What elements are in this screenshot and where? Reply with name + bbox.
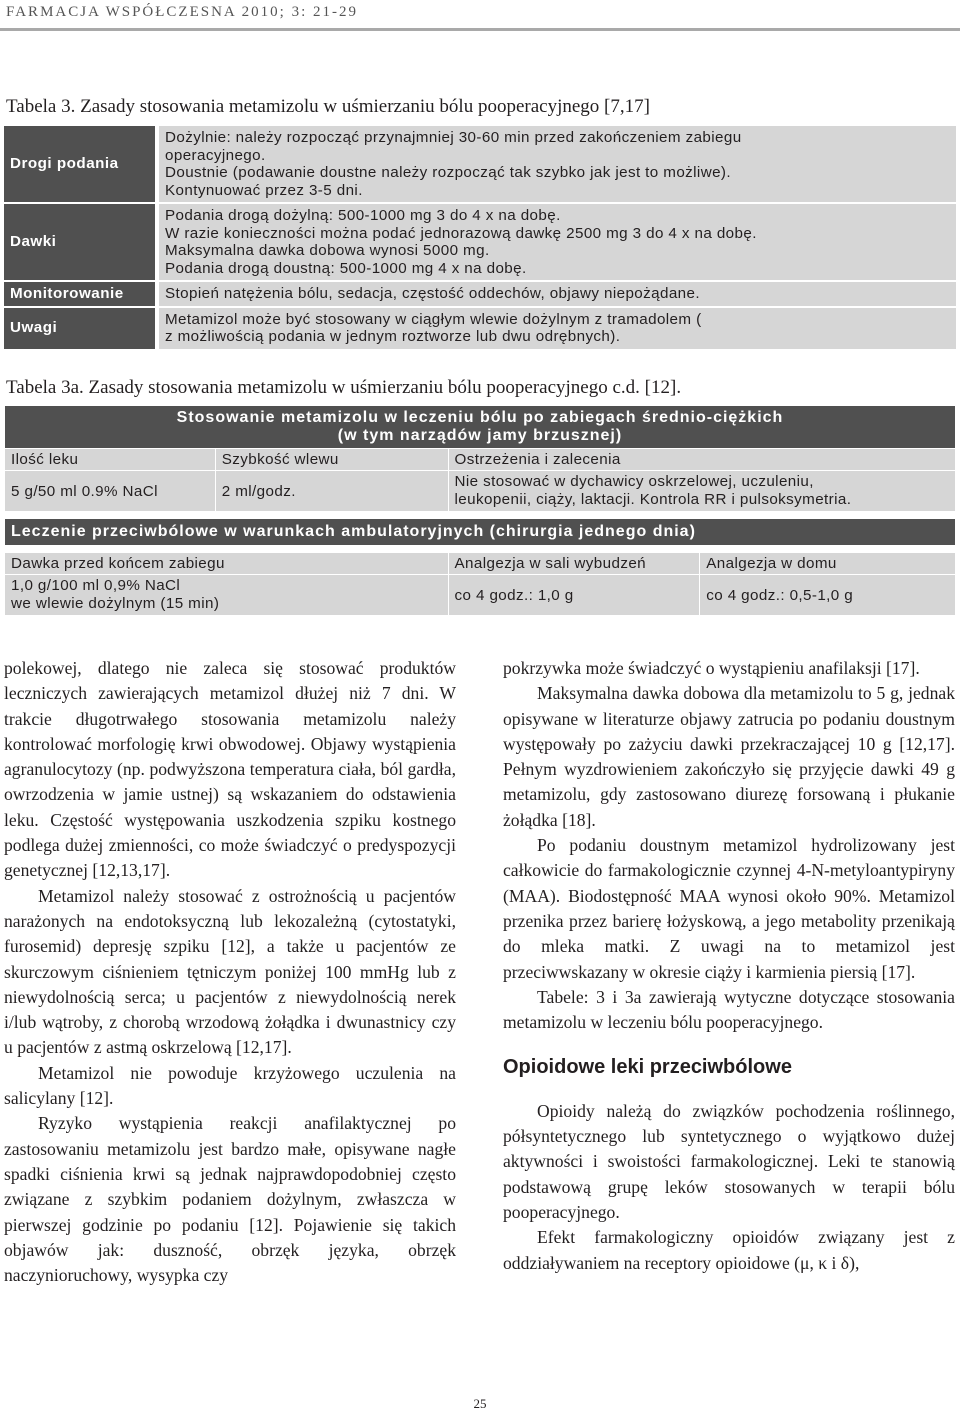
column-header: Ilość leku (5, 449, 216, 471)
table3a-caption: Tabela 3a. Zasady stosowania metamizolu w uśmierzaniu bólu pooperacyjnego c.d. [12]. (6, 377, 682, 398)
table-cell (448, 471, 955, 512)
running-header: FARMACJA WSPÓŁCZESNA 2010; 3: 21-29 (6, 4, 358, 20)
row-label: Uwagi (4, 307, 157, 350)
paragraph: Tabele: 3 i 3a zawierają wytyczne dotyczące stosowania metamizolu w leczeniu bólu pooperacyjnego. (503, 986, 955, 1033)
text-line: Nie stosować w dychawicy oskrzelowej, uczuleniu, (454, 473, 814, 490)
row-content (157, 126, 956, 203)
text-line: we wlewie dożylnym (15 min) (11, 595, 220, 612)
table-cell: co 4 godz.: 0,5-1,0 g (700, 575, 956, 616)
header-rule (0, 28, 960, 31)
title-line: Stosowanie metamizolu w leczeniu bólu po zabiegach średnio-ciężkich (176, 409, 784, 426)
text-line: 1,0 g/100 ml 0,9% NaCl (11, 577, 181, 594)
paragraph: Metamizol nie powoduje krzyżowego uczulenia na salicylany [12]. (4, 1062, 456, 1109)
table-cell: 5 g/50 ml 0.9% NaCl (5, 471, 216, 512)
page-number: 25 (473, 1396, 487, 1411)
row-content (157, 281, 956, 307)
table-cell: co 4 godz.: 1,0 g (448, 575, 700, 616)
text-line: W razie konieczności można podać jednorazową dawkę 2500 mg 3 do 4 x na dobę. (165, 224, 757, 242)
title-line: (w tym narządów jamy brzusznej) (337, 427, 623, 444)
text-line: Metamizol może być stosowany w ciągłym wlewie dożylnym z tramadolem ( (165, 310, 702, 328)
column-header: Szybkość wlewu (215, 449, 448, 471)
text-line: Doustnie (podawanie doustne należy rozpocząć tak szybko jak jest to możliwe). (165, 164, 732, 181)
text-line: Dożylnie: należy rozpocząć przynajmniej 30-60 min przed zakończeniem zabiegu (165, 129, 742, 146)
table-row (5, 553, 956, 575)
table3-caption: Tabela 3. Zasady stosowania metamizolu w uśmierzaniu bólu pooperacyjnego [7,17] (6, 96, 650, 117)
table-row (4, 307, 956, 350)
paragraph: Efekt farmakologiczny opioidów związany jest z oddziaływaniem na receptory opioidowe (μ, κ i δ), (503, 1227, 955, 1273)
section2-title: Leczenie przeciwbólowe w warunkach ambulatoryjnych (chirurgia jednego dnia) (5, 519, 956, 546)
column-header: Dawka przed końcem zabiegu (5, 553, 449, 575)
paragraph: Maksymalna dawka dobowa dla metamizolu to 5 g, jednak opisywane w literaturze objawy zatrucia po podaniu doustnym występowały po zażyciu dawki przekraczającej 10 g [12,17]. Pełnym wyzdrowieniem zakończyło się przyjęcie dawki 49 g metamizolu, gdy zastosowano diurezę forsowaną i płukanie żołądka [18]. (503, 683, 955, 830)
text-line: Podania drogą doustną: 500-1000 mg 4 x na dobę. (165, 259, 527, 277)
table-row (4, 203, 956, 281)
text-line: leukopenii, ciąży, laktacji. Kontrola RR i pulsoksymetria. (454, 491, 852, 508)
table3 (4, 126, 956, 351)
paragraph: polekowej, dlatego nie zaleca się stosować produktów leczniczych zawierających metamizol dłużej niż 7 dni. W trakcie długotrwałego stosowania metamizolu należy kontrolować morfologię krwi obwodowej. Objawy wystąpienia agranulocytozy (np. podwyższona temperatura ciała, ból gardła, owrzodzenia w jamie ustnej) są wskazaniem do odstawienia leku. Częstość występowania uszkodzenia szpiku kostnego podlega dużej zmienności, co może świadczyć o predyspozycji genetycznej [12,13,17]. (4, 658, 456, 881)
table-row (4, 281, 956, 307)
table-row (5, 471, 956, 512)
paragraph: pokrzywka może świadczyć o wystąpieniu anafilaksji [17]. (503, 658, 920, 678)
column-header: Analgezja w sali wybudzeń (448, 553, 700, 575)
text-line: z możliwością podania w jednym roztworze lub dwu odrębnych). (165, 328, 621, 345)
paragraph: Metamizol należy stosować z ostrożnością u pacjentów narażonych na endotoksyczną lub lekozależną (cytostatyki, furosemid) depresję szpiku [12], a także u pacjentów ze skurczowym ciśnieniem tętniczym poniżej 100 mmHg lub z niewydolnością serca; u pacjentów z niewydolnością nerek i/lub wątroby, z chorobą wrzodową żołądka i dwunastnicy czy u pacjentów z astmą oskrzelową [12,17]. (4, 885, 456, 1058)
table-row (5, 449, 956, 471)
row-content (157, 203, 956, 281)
paragraph: Ryzyko wystąpienia reakcji anafilaktycznej po zastosowaniu metamizolu jest bardzo małe, opisywane nagłe spadki ciśnienia krwi są jednak najprawdopodobniej często związane z szybkim podaniem dożylnym, zwłaszcza w pierwszej godzinie po podaniu [12]. Pojawienie się takich objawów jak: duszność, obrzęk języka, obrzęk naczynioruchowy, wysypka czy (4, 1113, 456, 1286)
text-line: operacyjnego. (165, 146, 266, 164)
spacer (5, 512, 956, 519)
table-row (5, 406, 956, 449)
text-line: Maksymalna dawka dobowa wynosi 5000 mg. (165, 242, 490, 259)
table-row (4, 126, 956, 203)
table3a (4, 405, 956, 616)
right-column (503, 656, 955, 1276)
text-line: Podania drogą dożylną: 500-1000 mg 3 do 4 x na dobę. (165, 207, 561, 224)
row-label: Dawki (4, 203, 157, 281)
row-label: Drogi podania (4, 126, 157, 203)
table-cell (5, 575, 449, 616)
section-heading: Opioidowe leki przeciwbólowe (503, 1056, 792, 1079)
column-header: Analgezja w domu (700, 553, 956, 575)
table-row (5, 519, 956, 546)
table-cell: 2 ml/godz. (215, 471, 448, 512)
paragraph: Opioidy należą do związków pochodzenia roślinnego, półsyntetycznego lub syntetycznego o wyjątkowo dużej aktywności i swoistości farmakologicznej. Leki te stanowią podstawową grupę leków stosowanych w terapii bólu pooperacyjnego. (503, 1100, 955, 1222)
paragraph: Po podaniu doustnym metamizol hydrolizowany jest całkowicie do farmakologicznie czynnej 4-N-metyloantypiryny (MAA). Biodostępność MAA wynosi około 90%. Metamizol przenika przez barierę łożyskową, a jego metabolity przenikają do mleka matki. Z uwagi na to metamizol jest przeciwwskazany w okresie ciąży i karmienia piersią [17]. (503, 835, 955, 982)
table-row (5, 512, 956, 519)
column-header: Ostrzeżenia i zalecenia (448, 449, 955, 471)
text-line: Stopień natężenia bólu, sedacja, częstość oddechów, objawy niepożądane. (165, 285, 700, 302)
section1-title (5, 406, 956, 449)
row-label: Monitorowanie (4, 281, 157, 307)
text-line: Kontynuować przez 3-5 dni. (165, 181, 363, 199)
table-row (5, 575, 956, 616)
row-content (157, 307, 956, 350)
left-column (4, 656, 456, 1288)
table-row (5, 546, 956, 553)
spacer (5, 546, 956, 553)
